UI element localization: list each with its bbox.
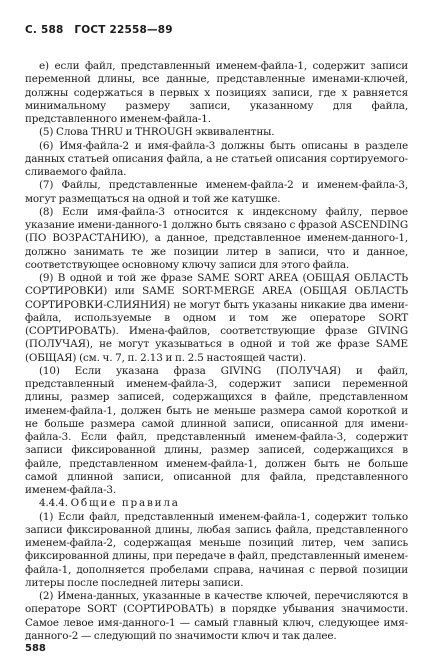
standard-designation: ГОСТ 22558—89 xyxy=(74,24,173,36)
paragraph-6: (6) Имя-файла-2 и имя-файла-3 должны быть описаны в разделе данных статьей описания файла, а не статьей описания сортируемого-сливаемого файла. xyxy=(25,139,408,178)
section-heading xyxy=(25,497,408,510)
page-section-number: С. 588 xyxy=(25,24,64,36)
page-footer xyxy=(25,643,46,654)
document-body xyxy=(25,60,408,643)
paragraph-5: (5) Слова THRU и THROUGH эквивалентны. xyxy=(39,126,275,139)
page-number: 588 xyxy=(25,643,46,654)
paragraph-8: (8) Если имя-файла-3 относится к индексному файлу, первое указание имени-данного-1 должно быть связано с фразой ASCENDING (ПО ВОЗРАСТАНИЮ), а данное, представленное именем-данного-1, должно занимать те же позиции литер в записи, что и данное, соответствующее основному ключу записи для этого файла. xyxy=(25,205,408,271)
paragraph-10: (10) Если указана фраза GIVING (ПОЛУЧАЯ) и файл, представленный именем-файла-3, содержит записи переменной длины, размер записей, содержащихся в файле, представленном именем-файла-1, должен быть не меньше размера самой короткой и не больше размера самой длинной записи, описанной для имени-файла-3. Если файл, представленный именем-файла-3, содержит записи фиксированной длины, размер записей, содержащихся в файле, представленном именем-файла-1, должен быть не больше самой длинной записи, описанной для файла, представленного именем-файла-3. xyxy=(25,364,408,496)
rule-1: (1) Если файл, представленный именем-файла-1, содержит только записи фиксированной длины, любая запись файла, представленного именем-файла-2, содержащая меньше позиций литер, чем запись фиксированной длины, при передаче в файл, представленный именем-файла-1, дополняется пробелами справа, начиная с первой позиции литеры после последней литеры записи. xyxy=(25,510,408,589)
paragraph-e: е) если файл, представленный именем-файла-1, содержит записи переменной длины, все данные, представленные именами-ключей, должны содержаться в первых x позициях записи, где x равняется минимальному размеру записи, указанному для файла, представленного именем-файла-1. xyxy=(25,60,408,125)
paragraph-7: (7) Файлы, представленные именем-файла-2 и именем-файла-3, могут размещаться на одной и той же катушке. xyxy=(25,179,408,205)
rule-2: (2) Имена-данных, указанные в качестве ключей, перечисляются в операторе SORT (СОРТИРОВАТЬ) в порядке убывания значимости. Самое левое имя-данного-1 — самый главный ключ, следующее имя-данного-2 — следующий по значимости ключ и так далее. xyxy=(25,590,408,642)
paragraph-9: (9) В одной и той же фразе SAME SORT AREA (ОБЩАЯ ОБЛАСТЬ СОРТИРОВКИ) или SAME SORT-MERGE AREA (ОБЩАЯ ОБЛАСТЬ СОРТИРОВКИ-СЛИЯНИЯ) не могут быть указаны никакие два имени-файла, используемые в одном и том же операторе SORT (СОРТИРОВАТЬ). Имена-файлов, соответствующие фразе GIVING (ПОЛУЧАЯ), не могут указываться в одной и той же фразе SAME (ОБЩАЯ) (см. ч. 7, п. 2.13 и п. 2.5 настоящей части). xyxy=(25,272,408,364)
section-number: 4.4.4. xyxy=(39,497,68,510)
document-page xyxy=(25,24,408,643)
page-header xyxy=(25,24,408,44)
section-title: Общие правила xyxy=(70,497,180,510)
